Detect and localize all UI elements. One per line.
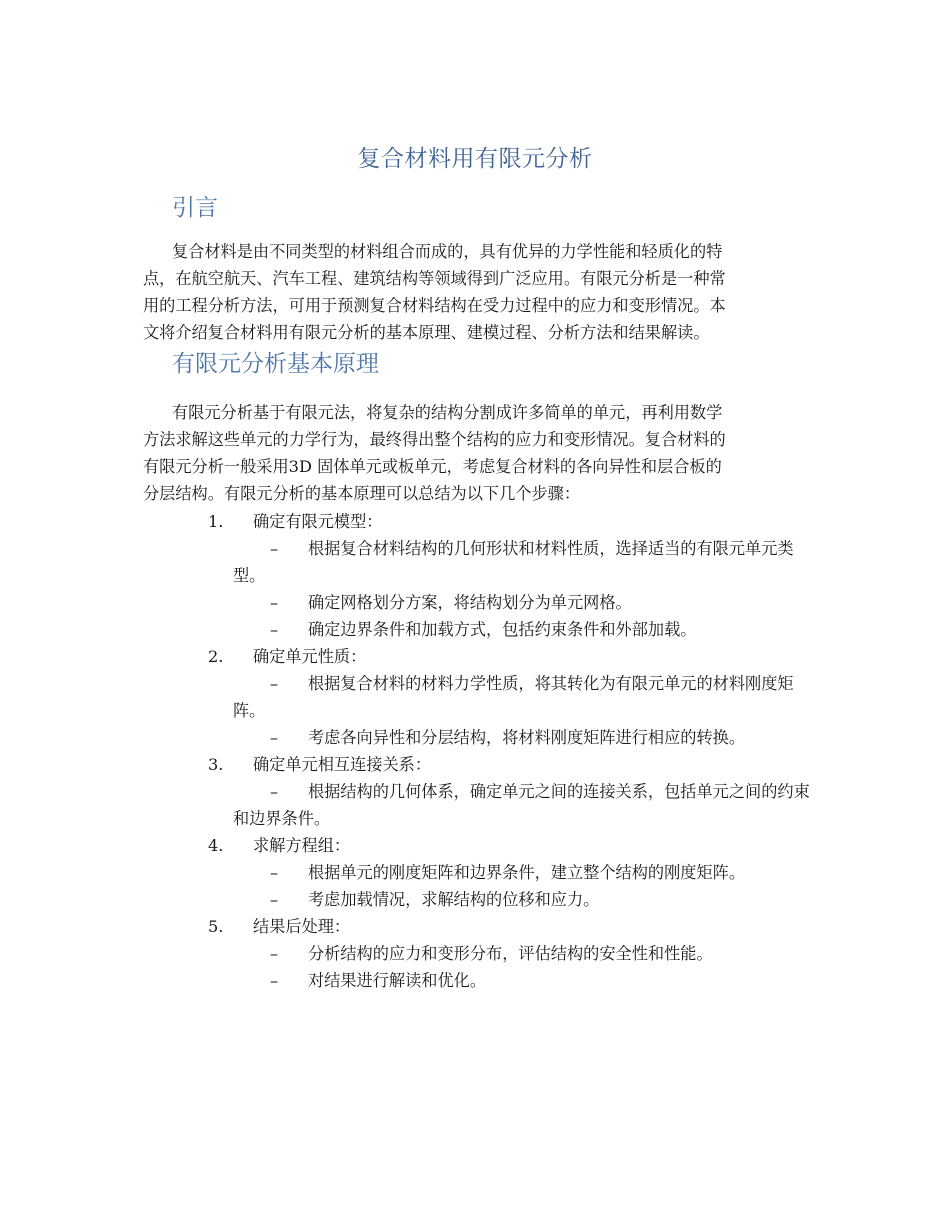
heading-fem-principles: 有限元分析基本原理 [172,351,379,377]
paragraph-line: 方法求解这些单元的力学行为，最终得出整个结构的应力和变形情况。复合材料的 [143,430,726,449]
sub-list-text: 根据复合材料结构的几何形状和材料性质，选择适当的有限元单元类型。 [233,539,794,585]
list-item [143,751,818,778]
sub-list-item [143,940,818,967]
dash-bullet: – [270,593,279,612]
sub-list-text: 考虑各向异性和分层结构，将材料刚度矩阵进行相应的转换。 [308,728,746,747]
dash-bullet: – [270,728,279,747]
sub-list-item [143,616,818,643]
dash-bullet: – [270,863,279,882]
paragraph-line: 文将介绍复合材料用有限元分析的基本原理、建模过程、分析方法和结果解读。 [143,323,710,342]
paragraph-line: 分层结构。有限元分析的基本原理可以总结为以下几个步骤： [143,484,581,503]
list-item-label: 确定单元相互连接关系： [253,755,432,774]
list-item-label: 确定有限元模型： [253,512,383,531]
sub-list-item [143,778,818,832]
dash-bullet: – [270,944,279,963]
dash-bullet: – [270,674,279,693]
sub-list-item [143,886,818,913]
list-item [143,913,818,940]
paragraph-line: 点，在航空航天、汽车工程、建筑结构等领域得到广泛应用。有限元分析是一种常 [143,269,726,288]
paragraph-fem-principles [143,399,818,507]
dash-bullet: – [270,971,279,990]
list-number: 5. [208,917,224,936]
list-item-label: 确定单元性质： [253,647,367,666]
sub-list-item [143,670,818,724]
sub-list-item [143,724,818,751]
paragraph-line: 复合材料是由不同类型的材料组合而成的，具有优异的力学性能和轻质化的特 [172,242,723,261]
heading-introduction: 引言 [172,195,218,221]
list-item [143,508,818,535]
paragraph-line: 用的工程分析方法，可用于预测复合材料结构在受力过程中的应力和变形情况。本 [143,296,726,315]
dash-bullet: – [270,539,279,558]
sub-list-item [143,535,818,589]
paragraph-introduction [143,238,818,346]
list-item-label: 结果后处理： [253,917,351,936]
sub-list-item [143,589,818,616]
sub-list-text: 考虑加载情况，求解结构的位移和应力。 [308,890,600,909]
list-number: 1. [208,512,224,531]
list-number: 3. [208,755,224,774]
list-number: 4. [208,836,224,855]
paragraph-line: 有限元分析一般采用3D 固体单元或板单元，考虑复合材料的各向异性和层合板的 [143,457,722,476]
dash-bullet: – [270,890,279,909]
steps-list [143,508,818,994]
dash-bullet: – [270,782,279,801]
sub-list-text: 确定边界条件和加载方式，包括约束条件和外部加载。 [308,620,697,639]
list-item-label: 求解方程组： [253,836,351,855]
sub-list-text: 对结果进行解读和优化。 [308,971,487,990]
sub-list-item [143,967,818,994]
sub-list-text: 确定网格划分方案，将结构划分为单元网格。 [308,593,632,612]
paragraph-line: 有限元分析基于有限元法，将复杂的结构分割成许多简单的单元，再利用数学 [172,403,723,422]
sub-list-text: 分析结构的应力和变形分布，评估结构的安全性和性能。 [308,944,713,963]
sub-list-text: 根据单元的刚度矩阵和边界条件，建立整个结构的刚度矩阵。 [308,863,746,882]
dash-bullet: – [270,620,279,639]
document-title: 复合材料用有限元分析 [357,146,593,172]
sub-list-text: 根据结构的几何体系，确定单元之间的连接关系，包括单元之间的约束和边界条件。 [233,782,810,828]
sub-list-text: 根据复合材料的材料力学性质，将其转化为有限元单元的材料刚度矩阵。 [233,674,794,720]
list-number: 2. [208,647,224,666]
list-item [143,832,818,859]
sub-list-item [143,859,818,886]
list-item [143,643,818,670]
